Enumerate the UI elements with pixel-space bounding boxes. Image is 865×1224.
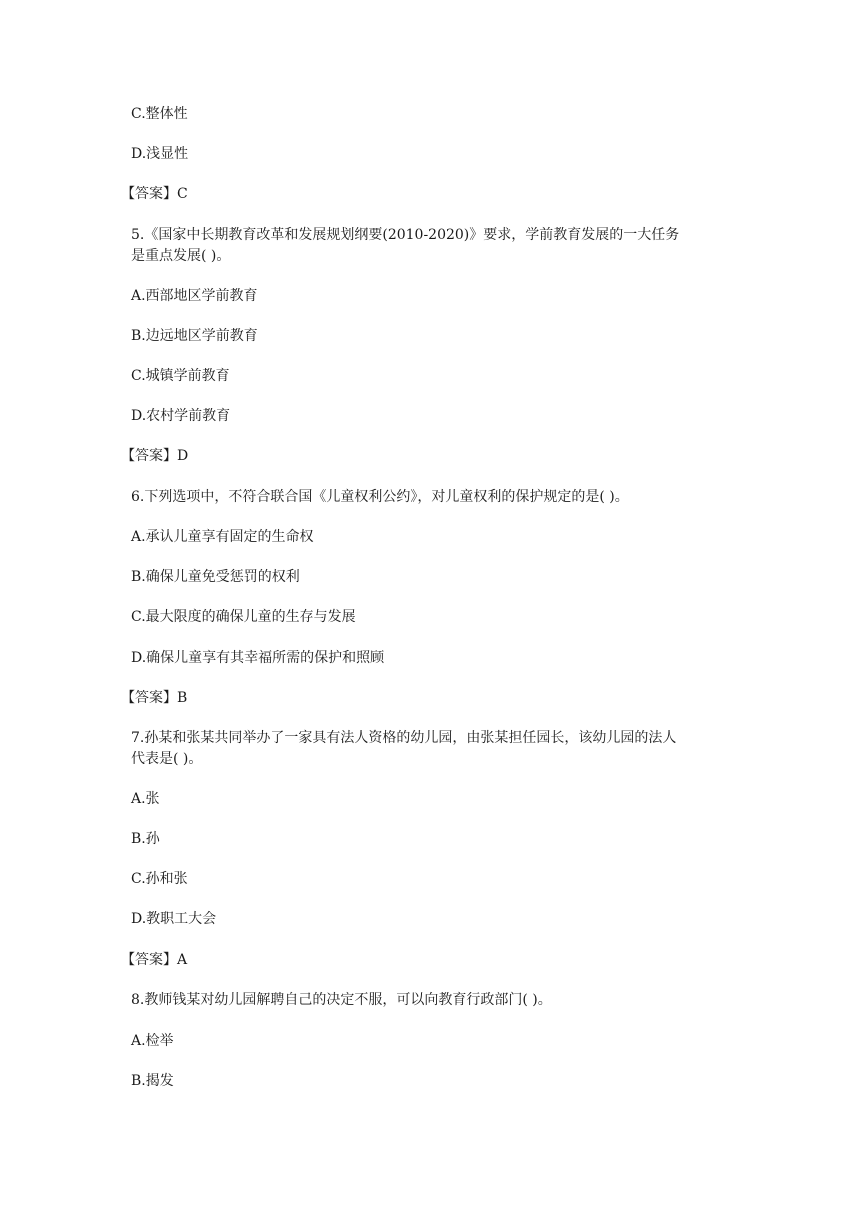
answer-line: 【答案】A (121, 952, 188, 968)
question-7-line-1: 7.孙某和张某共同举办了一家具有法人资格的幼儿园，由张某担任园长，该幼儿园的法人 (131, 730, 677, 746)
option-d-line: D.浅显性 (131, 146, 189, 162)
answer-line: 【答案】C (121, 186, 188, 202)
question-7-line-2: 代表是( )。 (131, 751, 203, 767)
option-b-line: B.揭发 (131, 1073, 174, 1089)
option-c-line: C.整体性 (131, 106, 188, 122)
option-c-line: C.城镇学前教育 (131, 368, 230, 384)
answer-line: 【答案】B (121, 690, 188, 706)
option-c-line: C.最大限度的确保儿童的生存与发展 (131, 609, 356, 625)
option-a-line: A.张 (131, 791, 160, 807)
option-c-line: C.孙和张 (131, 871, 188, 887)
option-a-line: A.承认儿童享有固定的生命权 (131, 529, 314, 545)
option-b-line: B.边远地区学前教育 (131, 328, 258, 344)
option-a-line: A.检举 (131, 1033, 174, 1049)
question-5-line-1: 5.《国家中长期教育改革和发展规划纲要(2010-2020)》要求，学前教育发展的一大任务 (131, 227, 680, 243)
option-d-line: D.教职工大会 (131, 911, 217, 927)
option-d-line: D.农村学前教育 (131, 408, 231, 424)
question-6-line-1: 6.下列选项中，不符合联合国《儿童权利公约》，对儿童权利的保护规定的是( )。 (131, 489, 629, 505)
question-8-line-1: 8.教师钱某对幼儿园解聘自己的决定不服，可以向教育行政部门( )。 (131, 992, 552, 1008)
option-a-line: A.西部地区学前教育 (131, 288, 258, 304)
option-b-line: B.孙 (131, 831, 160, 847)
option-b-line: B.确保儿童免受惩罚的权利 (131, 569, 300, 585)
option-d-line: D.确保儿童享有其幸福所需的保护和照顾 (131, 650, 385, 666)
question-5-line-2: 是重点发展( )。 (131, 248, 231, 264)
answer-line: 【答案】D (121, 448, 189, 464)
